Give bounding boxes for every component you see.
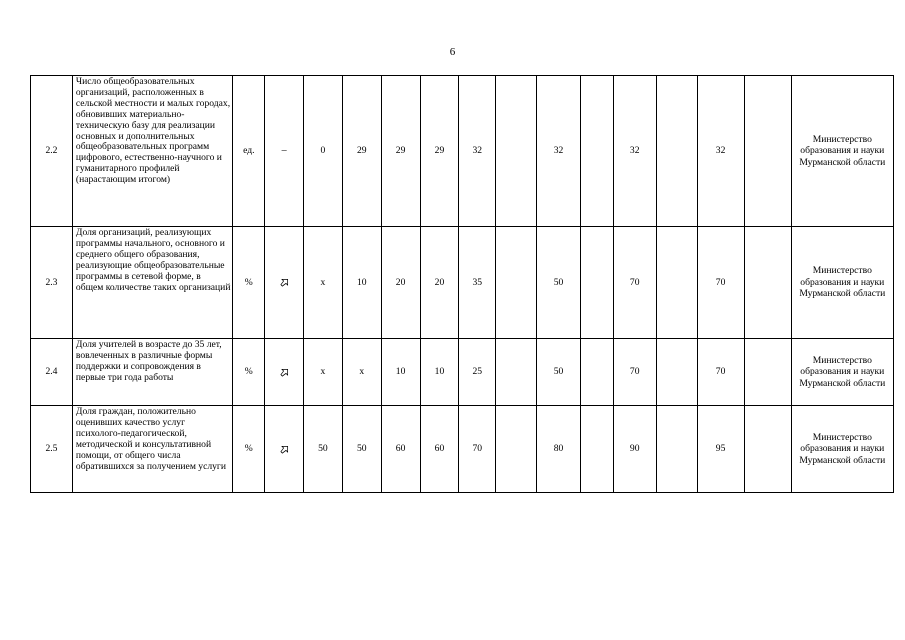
value-cell [496,227,537,339]
value-cell: 10 [381,339,420,406]
trend-cell [265,406,304,493]
indicator-name-cell: Число общеобразовательных организаций, расположенных в сельской местности и малых городах, обновивших материально-техническую базу для реализации основных и дополнительных общеобразовательных программ цифрового, естественно-научного и гуманитарного профилей (нарастающим итогом) [72,76,233,227]
responsible-org-cell: Министерство образования и науки Мурманской области [791,406,893,493]
value-cell: 29 [342,76,381,227]
value-cell: 70 [697,227,744,339]
value-cell [744,227,791,339]
value-cell [656,339,697,406]
indicators-table [30,75,894,493]
value-cell: 50 [537,339,581,406]
value-cell: 60 [381,406,420,493]
value-cell: 32 [459,76,496,227]
page-number: 6 [449,46,456,58]
indicator-name-cell: Доля учителей в возрасте до 35 лет, вовлеченных в различные формы поддержки и сопровождения в первые три года работы [72,339,233,406]
table-row [31,339,894,406]
value-cell [496,339,537,406]
unit-cell: % [233,339,265,406]
value-cell [656,406,697,493]
responsible-org-cell: Министерство образования и науки Мурманской области [791,227,893,339]
value-cell: 80 [537,406,581,493]
trend-cell [265,227,304,339]
value-cell [744,339,791,406]
unit-cell: % [233,227,265,339]
value-cell: 20 [381,227,420,339]
value-cell: 32 [697,76,744,227]
value-cell [581,76,614,227]
unit-cell: % [233,406,265,493]
value-cell: 32 [613,76,656,227]
value-cell: 50 [303,406,342,493]
value-cell: 20 [420,227,459,339]
row-number-cell: 2.3 [31,227,73,339]
row-number-cell: 2.4 [31,339,73,406]
value-cell: 10 [342,227,381,339]
value-cell: 95 [697,406,744,493]
indicator-name-cell: Доля организаций, реализующих программы начального, основного и среднего общего образования, реализующие общеобразовательные программы в сетевой форме, в общем количестве таких организаций [72,227,233,339]
unit-cell: ед. [233,76,265,227]
row-number-cell: 2.2 [31,76,73,227]
responsible-org-cell: Министерство образования и науки Мурманской области [791,339,893,406]
trend-cell [265,76,304,227]
value-cell: 50 [342,406,381,493]
up-arrow-icon [280,445,289,454]
trend-cell [265,339,304,406]
value-cell: х [303,227,342,339]
value-cell: 29 [381,76,420,227]
value-cell [496,406,537,493]
value-cell [656,76,697,227]
value-cell: х [303,339,342,406]
value-cell: 90 [613,406,656,493]
table-row [31,76,894,227]
value-cell [744,76,791,227]
value-cell: 70 [459,406,496,493]
value-cell [744,406,791,493]
value-cell [581,406,614,493]
value-cell: 0 [303,76,342,227]
value-cell: х [342,339,381,406]
table-row [31,227,894,339]
value-cell: 70 [613,227,656,339]
value-cell: 60 [420,406,459,493]
value-cell: 70 [697,339,744,406]
value-cell [496,76,537,227]
table-row [31,406,894,493]
value-cell [581,339,614,406]
up-arrow-icon [280,278,289,287]
trend-text: – [281,145,287,157]
value-cell: 10 [420,339,459,406]
value-cell: 50 [537,227,581,339]
indicator-name-cell: Доля граждан, положительно оценивших качество услуг психолого-педагогической, методической и консультативной помощи, от общего числа обратившихся за получением услуги [72,406,233,493]
responsible-org-cell: Министерство образования и науки Мурманской области [791,76,893,227]
value-cell [656,227,697,339]
value-cell: 32 [537,76,581,227]
value-cell: 25 [459,339,496,406]
value-cell [581,227,614,339]
row-number-cell: 2.5 [31,406,73,493]
value-cell: 29 [420,76,459,227]
up-arrow-icon [280,368,289,377]
value-cell: 70 [613,339,656,406]
value-cell: 35 [459,227,496,339]
